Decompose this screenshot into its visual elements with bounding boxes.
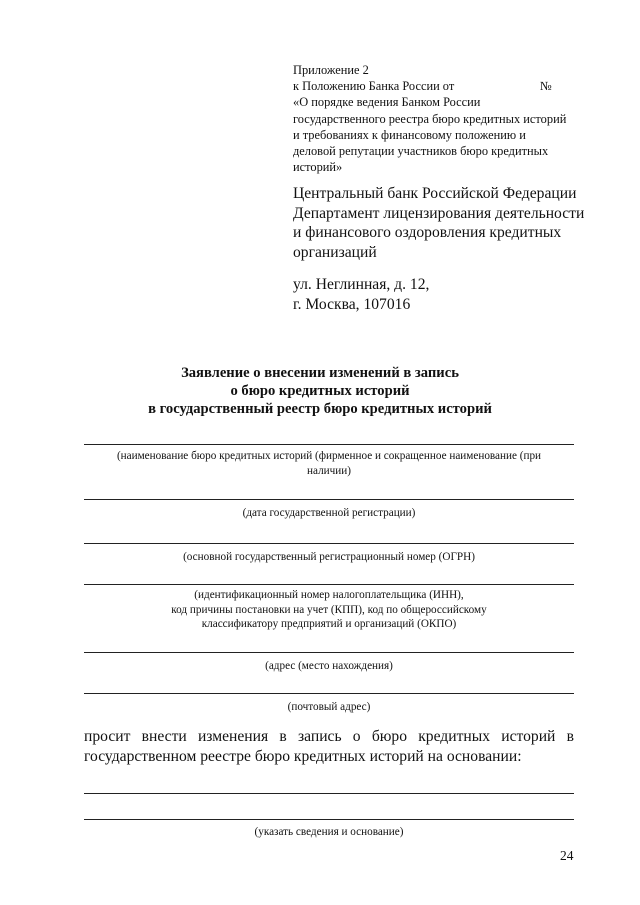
registration-date-field[interactable]: [84, 499, 574, 521]
appendix-line: Приложение 2: [293, 63, 369, 77]
fill-line[interactable]: [84, 652, 574, 653]
caption-line: код причины постановки на учет (КПП), код по общероссийскому: [171, 603, 487, 616]
appendix-line: государственного реестра бюро кредитных историй: [293, 111, 567, 126]
basis-field-1[interactable]: [84, 793, 574, 794]
addressee-line: организаций: [293, 243, 377, 261]
field-caption: (адрес (место нахождения): [265, 660, 393, 672]
addressee-line: Центральный банк Российской Федерации: [293, 185, 577, 202]
appendix-line: и требованиях к финансовому положению и: [293, 127, 526, 142]
fill-line[interactable]: [84, 444, 574, 445]
appendix-line: к Положению Банка России от: [293, 79, 455, 94]
address-city: г. Москва, 107016: [293, 295, 411, 313]
page-number: 24: [560, 848, 574, 863]
number-sign: №: [540, 79, 552, 94]
field-caption: (дата государственной регистрации): [242, 507, 416, 519]
bureau-name-field[interactable]: [84, 444, 574, 478]
inn-kpp-okpo-field[interactable]: [84, 584, 574, 632]
caption-line: (наименование бюро кредитных историй (фирменное и сокращенное наименование (при: [116, 450, 542, 462]
address-street: ул. Неглинная, д. 12,: [293, 276, 430, 293]
request-line: государственном реестре бюро кредитных историй на основании:: [84, 748, 522, 765]
document-title: [60, 364, 580, 419]
caption-line: классификатору предприятий и организаций (ОКПО): [201, 618, 457, 630]
ogrn-field[interactable]: [84, 543, 574, 565]
title-line: в государственный реестр бюро кредитных историй: [148, 401, 492, 418]
field-caption: (указать сведения и основание): [254, 826, 404, 838]
fill-line[interactable]: [84, 793, 574, 794]
addressee-organization: [293, 184, 593, 262]
appendix-line: деловой репутации участников бюро кредитных: [293, 144, 549, 159]
field-caption: [84, 449, 574, 478]
postal-address-field[interactable]: [84, 693, 574, 715]
fill-line[interactable]: [84, 543, 574, 544]
caption-line: (идентификационный номер налогоплательщика (ИНН),: [194, 589, 464, 601]
field-caption: (почтовый адрес): [287, 701, 371, 713]
request-paragraph: [84, 727, 574, 767]
fill-line[interactable]: [84, 819, 574, 820]
appendix-regulation-row: [293, 78, 593, 94]
appendix-line: «О порядке ведения Банком России: [293, 95, 481, 110]
field-caption: [84, 588, 574, 632]
appendix-header: [293, 62, 593, 175]
title-line: Заявление о внесении изменений в запись: [181, 365, 459, 381]
addressee-line: и финансового оздоровления кредитных: [293, 224, 562, 241]
fill-line[interactable]: [84, 693, 574, 694]
request-line: просит внести изменения в запись о бюро кредитных историй в: [84, 728, 574, 745]
basis-field-2[interactable]: [84, 819, 574, 840]
appendix-line: историй»: [293, 160, 343, 175]
field-caption: (основной государственный регистрационный номер (ОГРН): [183, 551, 475, 563]
title-line: о бюро кредитных историй: [230, 383, 410, 400]
caption-line: наличии): [307, 464, 351, 477]
addressee-line: Департамент лицензирования деятельности: [293, 204, 585, 222]
addressee-address: [293, 275, 593, 314]
fill-line[interactable]: [84, 584, 574, 585]
fill-line[interactable]: [84, 499, 574, 500]
address-field[interactable]: [84, 652, 574, 674]
